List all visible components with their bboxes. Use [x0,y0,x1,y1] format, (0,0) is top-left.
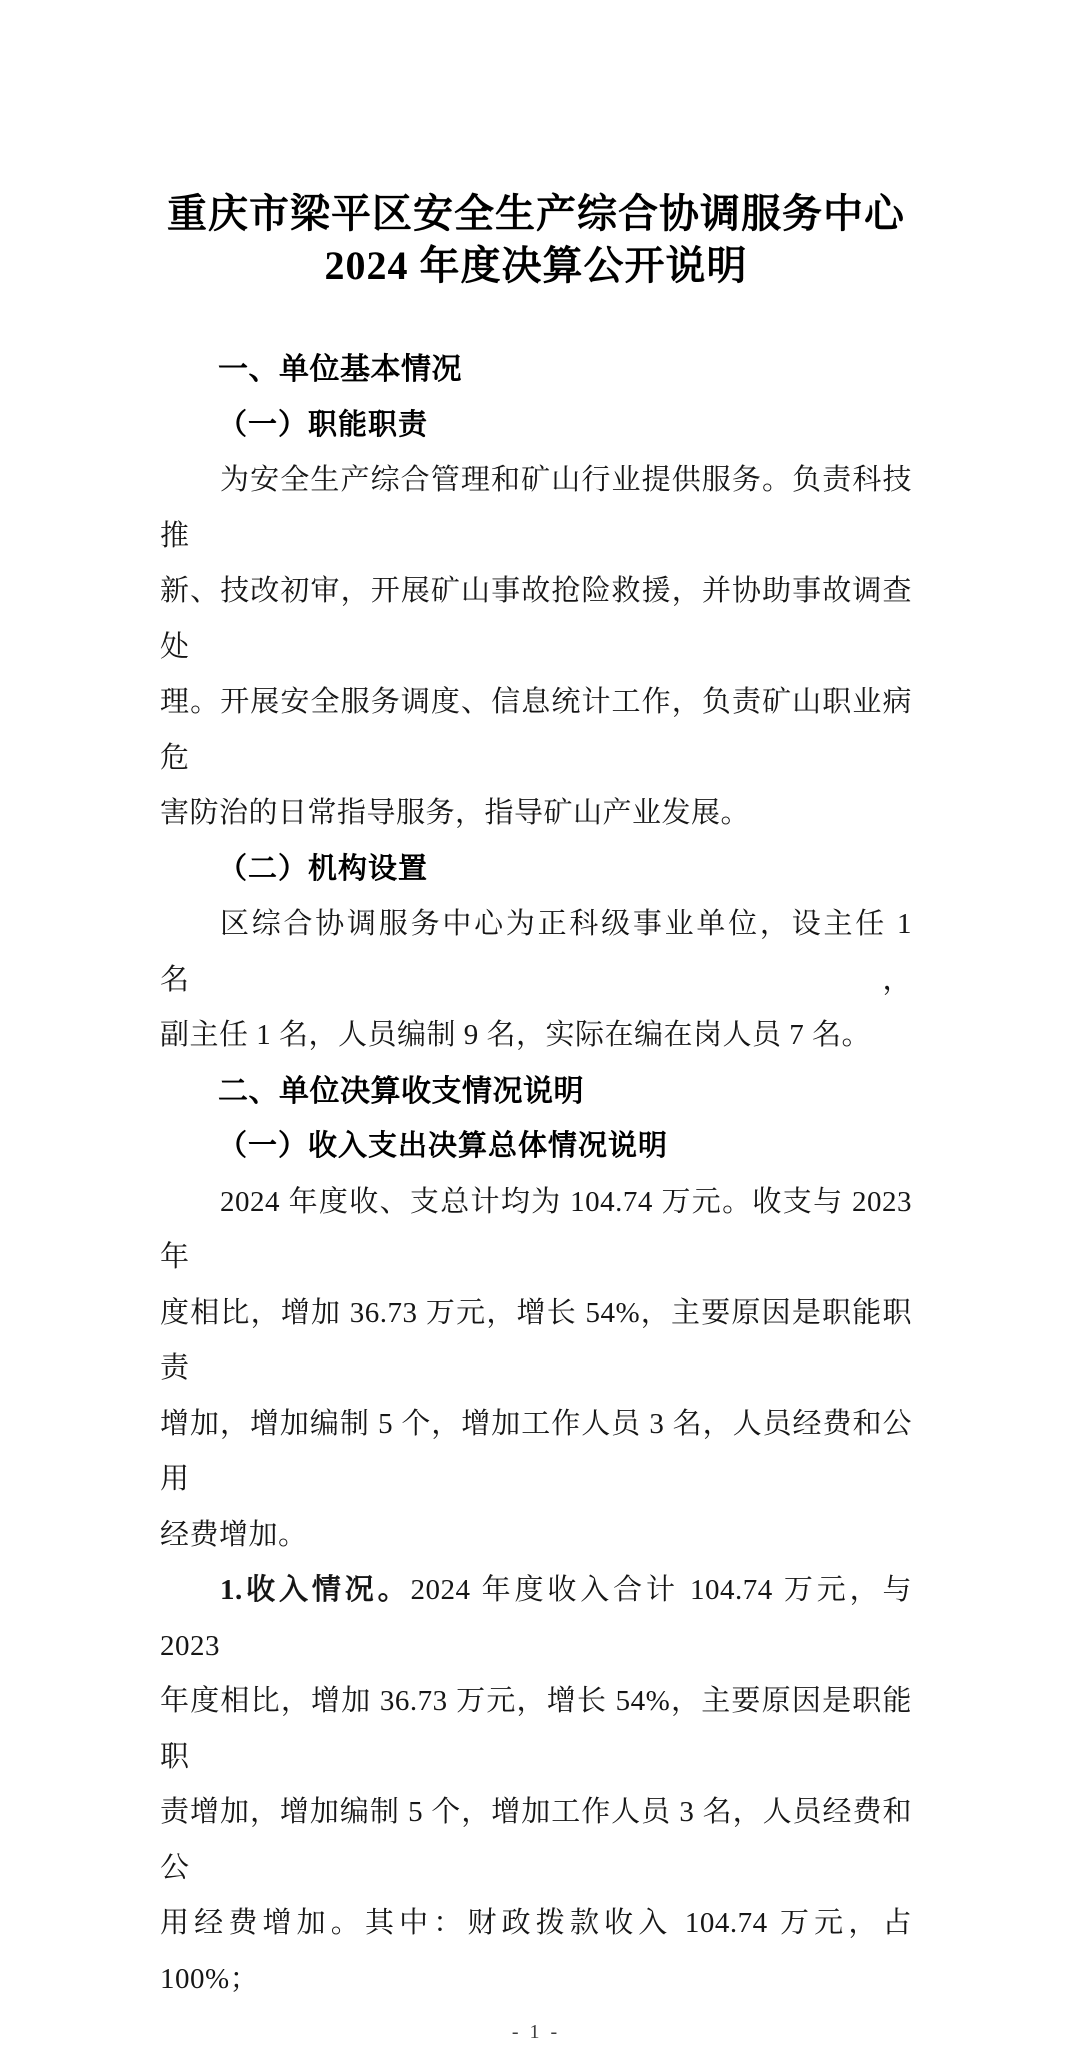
paragraph-line: 害防治的日常指导服务，指导矿山产业发展。 [160,797,751,829]
section-heading: 二、单位决算收支情况说明 [218,1074,584,1108]
paragraph-line: 2024 年度收、支总计均为 104.74 万元。收支与 2023 年 [160,1185,912,1273]
paragraph-line: 增加，增加编制 5 个，增加工作人员 3 名，人员经费和公用 [160,1407,912,1495]
paragraph-line: 年度相比，增加 36.73 万元，增长 54%，主要原因是职能职 [160,1685,912,1773]
document-body [160,342,912,2007]
subsection-heading: （一）收入支出决算总体情况说明 [218,1130,669,1162]
paragraph-line: 区综合协调服务中心为正科级事业单位，设主任 1 名， [160,908,912,996]
paragraph-line: 新、技改初审，开展矿山事故抢险救援，并协助事故调查处 [160,575,912,663]
document-title [160,188,912,292]
paragraph-line: 为安全生产综合管理和矿山行业提供服务。负责科技推 [160,464,912,552]
paragraph-line: 副主任 1 名，人员编制 9 名，实际在编在岗人员 7 名。 [160,1019,872,1051]
document-title-line-1: 重庆市梁平区安全生产综合协调服务中心 [167,191,905,236]
page-number: - 1 - [511,2021,561,2043]
paragraph-lead: 1.收入情况。 [220,1574,411,1606]
paragraph-line: 责增加，增加编制 5 个，增加工作人员 3 名，人员经费和公 [160,1796,912,1884]
paragraph-line: 用经费增加。其中：财政拨款收入 104.74 万元，占 100%； [160,1907,912,1995]
paragraph-line [160,1563,912,1674]
section-heading: 一、单位基本情况 [218,353,462,386]
paragraph-text: 2024 年度收入合计 104.74 万元，与 2023 [160,1574,912,1662]
paragraph-line: 度相比，增加 36.73 万元，增长 54%，主要原因是职能职责 [160,1296,912,1384]
paragraph-line: 经费增加。 [160,1518,308,1551]
subsection-heading: （一）职能职责 [218,408,429,441]
subsection-heading: （二）机构设置 [218,852,429,885]
document-title-line-2: 2024 年度决算公开说明 [324,243,748,288]
paragraph-line: 理。开展安全服务调度、信息统计工作，负责矿山职业病危 [160,686,912,774]
